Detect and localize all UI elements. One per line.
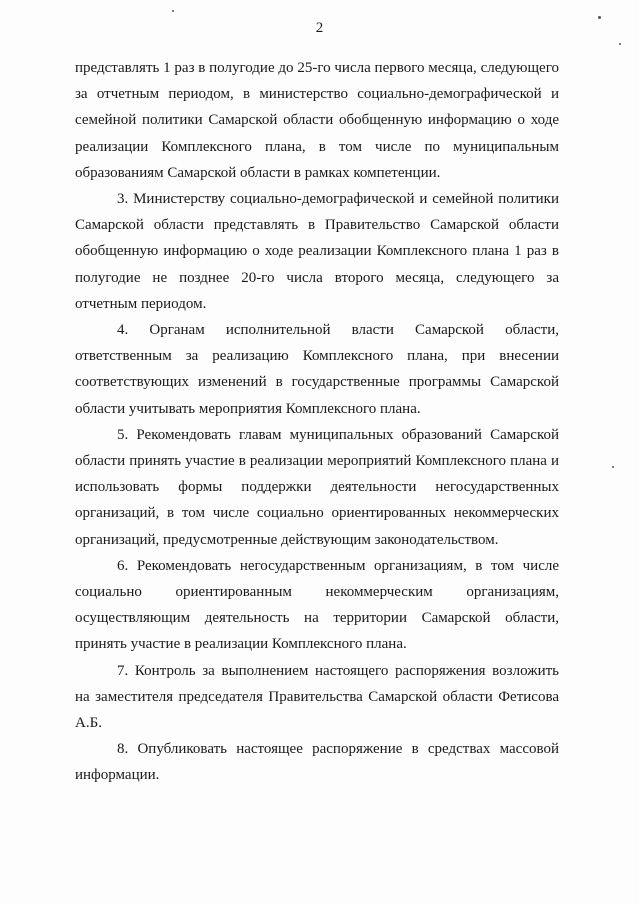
paragraph-item-3: 3. Министерству социально-демографической и семейной политики Самарской области представлять в Правительство Самарской области обобщенную информацию о ходе реализации Комплексного плана 1 раз в полугодие не позднее 20-го числа второго месяца, следующего за отчетным периодом. xyxy=(75,191,559,312)
page-number: 2 xyxy=(315,20,324,36)
scan-speck xyxy=(619,43,621,45)
paragraph-continuation: представлять 1 раз в полугодие до 25-го числа первого месяца, следующего за отчетным периодом, в министерство социально-демографической и семейной политики Самарской области обобщенную информацию о ходе реализации Комплексного плана, в том числе по муниципальным образованиям Самарской области в рамках компетенции. xyxy=(75,60,559,181)
paragraph-item-5: 5. Рекомендовать главам муниципальных образований Самарской области принять участие в реализации мероприятий Комплексного плана и использовать формы поддержки деятельности негосударственных организаций, в том числе социально ориентированных некоммерческих организаций, предусмотренные действующим законодательством. xyxy=(75,426,559,548)
scan-speck xyxy=(598,16,601,19)
scan-speck xyxy=(612,466,614,468)
paragraph-item-4: 4. Органам исполнительной власти Самарской области, ответственным за реализацию Комплексного плана, при внесении соответствующих изменений в государственные программы Самарской области учитывать мероприятия Комплексного плана. xyxy=(75,322,559,417)
scan-speck xyxy=(172,10,174,12)
paragraph-item-6: 6. Рекомендовать негосударственным организациям, в том числе социально ориентированным некоммерческим организациям, осуществляющим деятельность на территории Самарской области, принять участие в реализации Комплексного плана. xyxy=(75,557,559,653)
paragraph-item-8: 8. Опубликовать настоящее распоряжение в средствах массовой информации. xyxy=(75,741,559,784)
paragraph-item-7: 7. Контроль за выполнением настоящего распоряжения возложить на заместителя председателя Правительства Самарской области Фетисова А.Б. xyxy=(75,662,559,732)
document-body xyxy=(75,55,559,789)
